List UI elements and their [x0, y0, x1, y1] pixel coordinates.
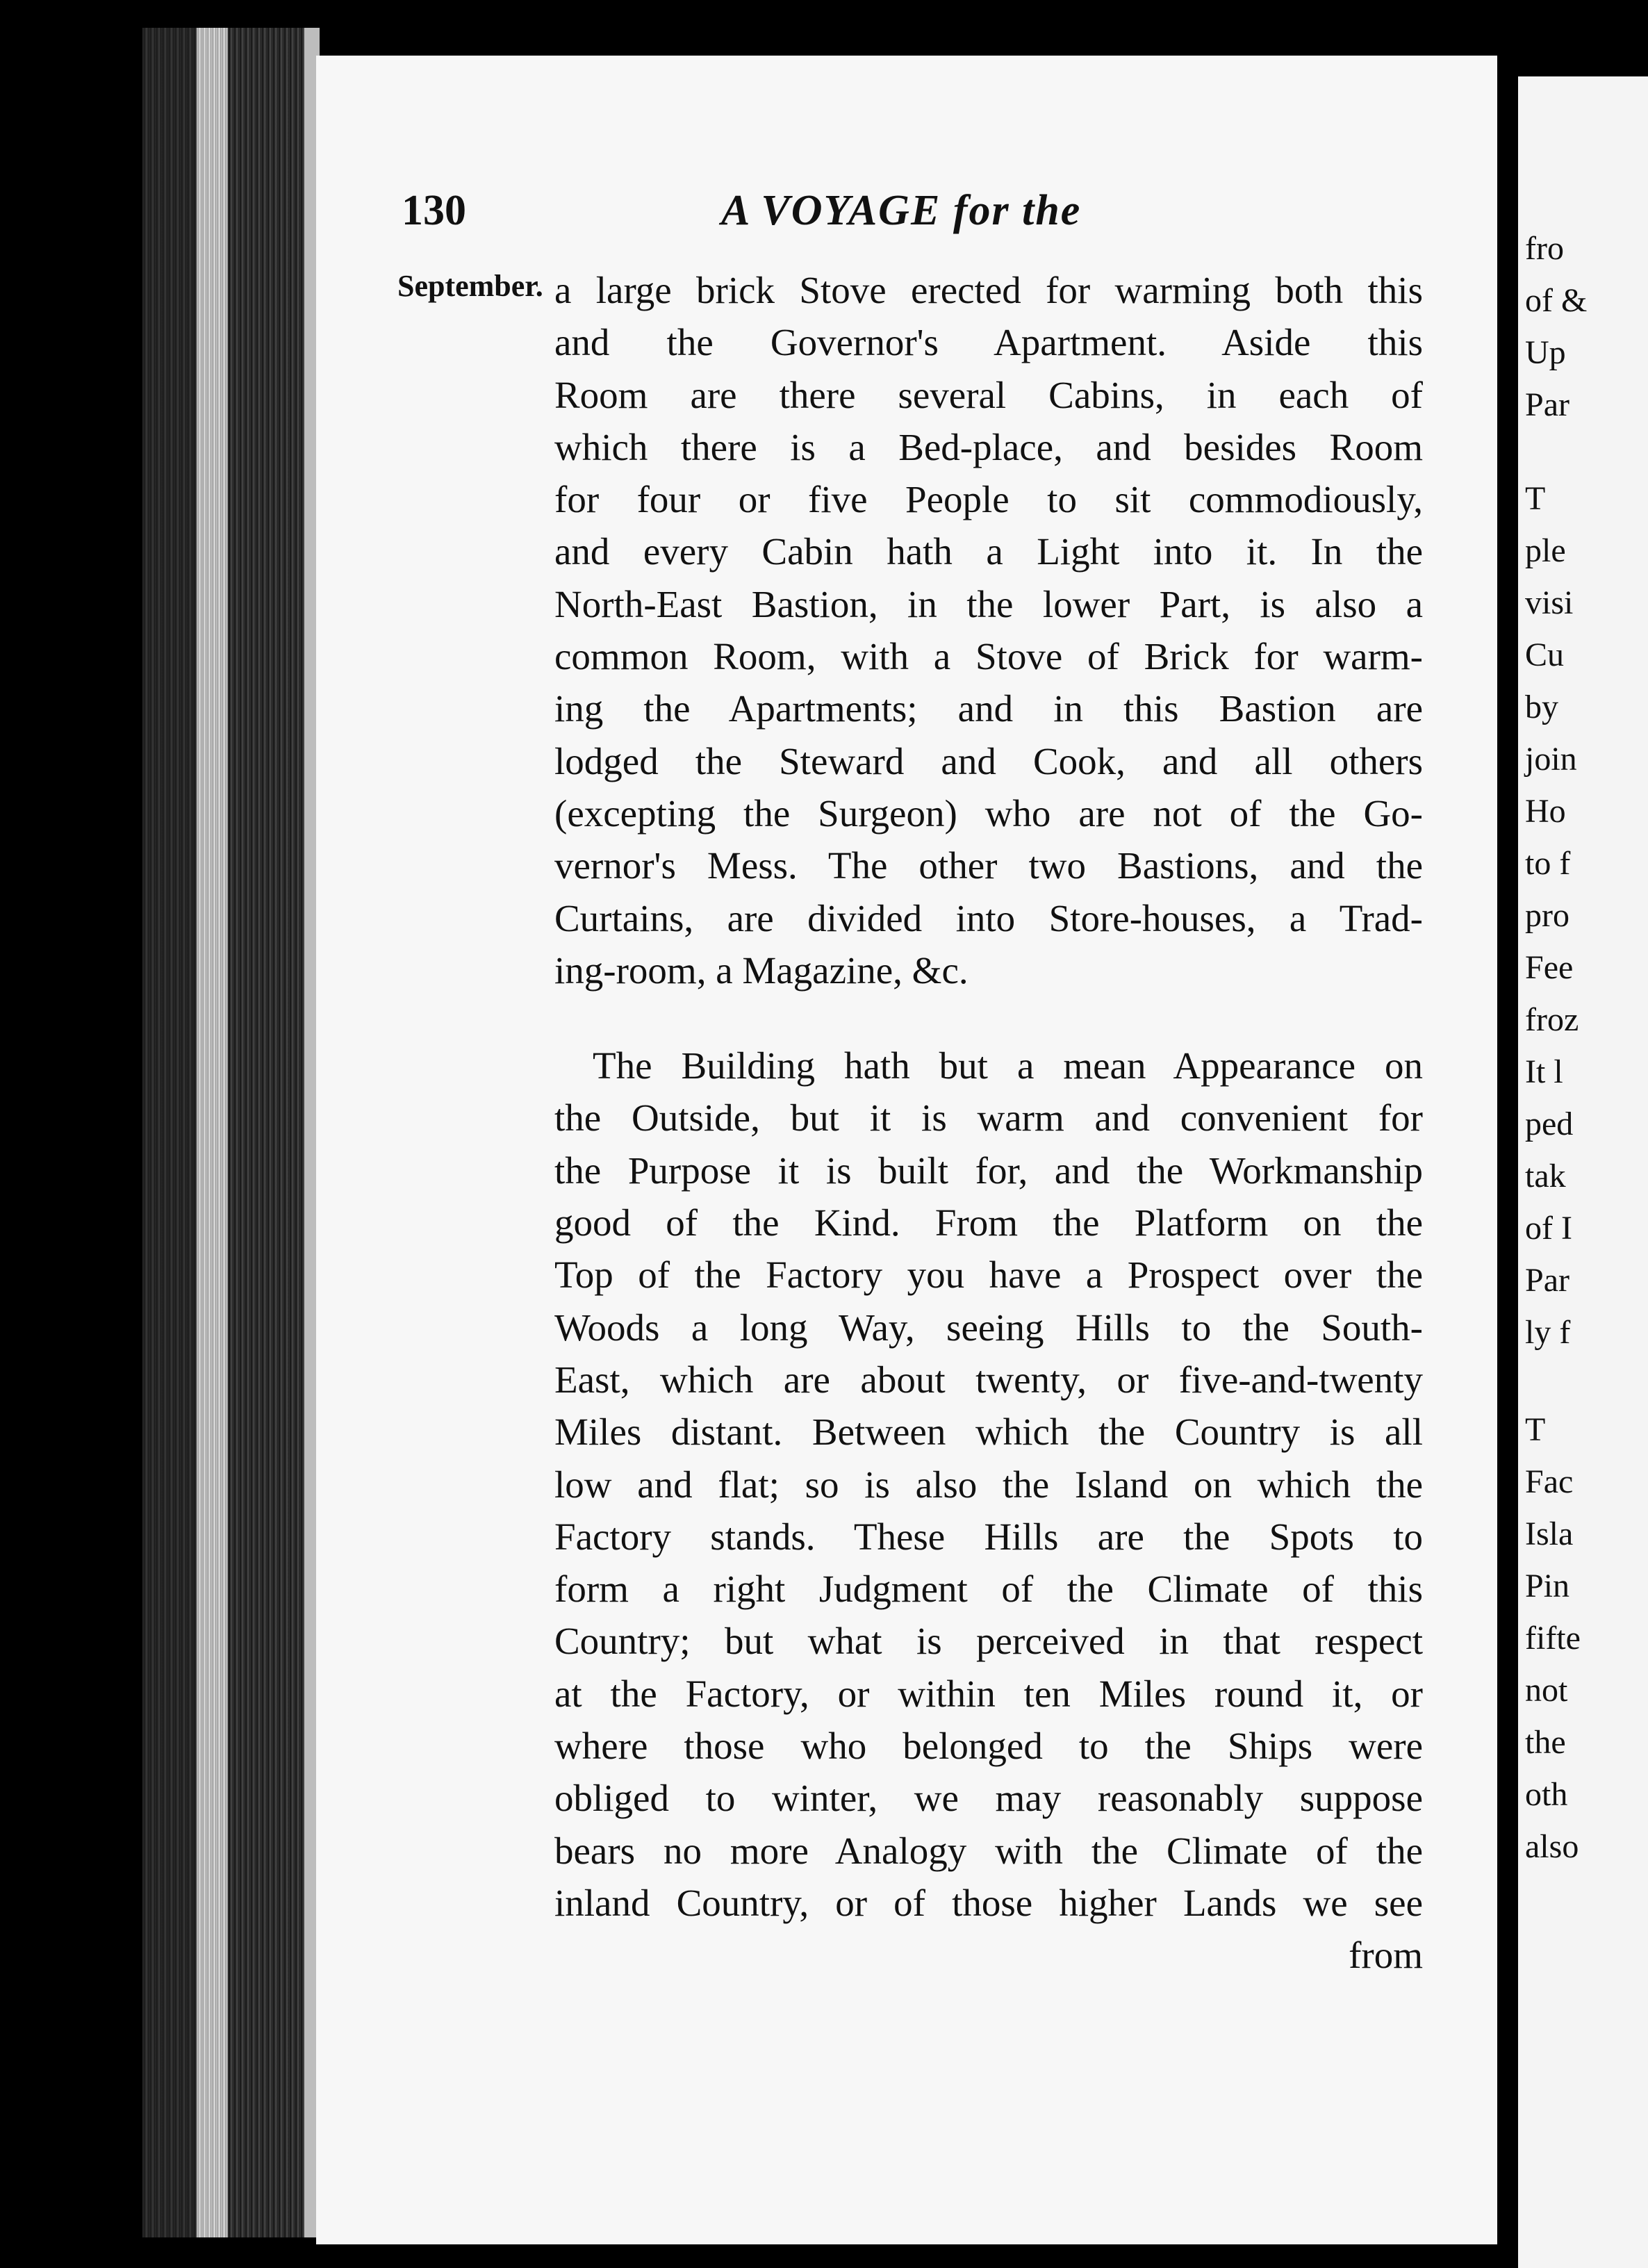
text-line: inland Country, or of those higher Lands we see: [554, 1881, 1423, 1924]
facing-page-fragment: Isla: [1525, 1515, 1574, 1552]
text-line: Curtains, are divided into Store-houses, a Trad-: [554, 896, 1423, 939]
running-title: A VOYAGE for the: [721, 187, 1082, 234]
page-edge-stack: [228, 28, 304, 2237]
facing-page-fragment: It l: [1525, 1053, 1563, 1090]
facing-page-fragment: Pin: [1525, 1568, 1570, 1604]
text-line: for four or five People to sit commodiously,: [554, 478, 1423, 521]
text-line: Woods a long Way, seeing Hills to the South-: [554, 1306, 1423, 1349]
text-line: common Room, with a Stove of Brick for warm-: [554, 635, 1423, 678]
text-line: obliged to winter, we may reasonably suppose: [554, 1777, 1423, 1820]
text-line: at the Factory, or within ten Miles round it, or: [554, 1672, 1423, 1715]
text-line: a large brick Stove erected for warming both this: [554, 269, 1423, 311]
text-line: ing-room, a Magazine, &c.: [554, 948, 969, 992]
text-line: The Building hath but a mean Appearance on: [593, 1044, 1423, 1087]
facing-page: [1518, 76, 1648, 2268]
facing-page-fragment: Ho: [1525, 793, 1566, 830]
facing-page-fragment: froz: [1525, 1001, 1579, 1038]
facing-page-fragment: of &: [1525, 282, 1588, 319]
text-line: vernor's Mess. The other two Bastions, and the: [554, 844, 1423, 887]
facing-page-fragment: Fac: [1525, 1463, 1574, 1500]
text-line: bears no more Analogy with the Climate of the: [554, 1829, 1423, 1872]
facing-page-fragment: tak: [1525, 1158, 1566, 1194]
running-head: [402, 186, 1374, 242]
text-line: form a right Judgment of the Climate of this: [554, 1568, 1423, 1611]
catchword: from: [1349, 1934, 1423, 1977]
paragraph-1: [554, 264, 1423, 996]
facing-page-fragment: Par: [1525, 386, 1569, 423]
page-number: 130: [402, 187, 466, 234]
facing-page-fragment: by: [1525, 689, 1558, 725]
text-line: and every Cabin hath a Light into it. In the: [554, 530, 1423, 573]
text-line: North-East Bastion, in the lower Part, is also a: [554, 582, 1423, 625]
text-line: the Outside, but it is warm and convenient for: [554, 1096, 1423, 1140]
facing-page-fragment: not: [1525, 1672, 1568, 1709]
facing-page-fragment: Up: [1525, 334, 1566, 371]
text-line: and the Governor's Apartment. Aside this: [554, 321, 1423, 364]
margin-note: September.: [397, 269, 543, 303]
facing-page-fragment: fro: [1525, 230, 1564, 267]
facing-page-fragment: to f: [1525, 845, 1571, 882]
facing-page-fragment: Cu: [1525, 636, 1565, 673]
facing-page-fragment: ped: [1525, 1106, 1574, 1142]
facing-page-fragment: the: [1525, 1724, 1566, 1761]
facing-page-fragment: ly f: [1525, 1314, 1571, 1351]
text-line: ing the Apartments; and in this Bastion are: [554, 687, 1423, 730]
page-edge-dark: [142, 28, 197, 2237]
facing-page-fragment: T: [1525, 1411, 1546, 1448]
text-line: Factory stands. These Hills are the Spots to: [554, 1515, 1423, 1558]
text-line: Room are there several Cabins, in each of: [554, 373, 1423, 416]
text-line: Top of the Factory you have a Prospect over the: [554, 1254, 1423, 1297]
paragraph-2: [554, 1040, 1423, 1929]
text-line: low and flat; so is also the Island on which the: [554, 1463, 1423, 1506]
facing-page-fragment: join: [1525, 741, 1577, 778]
facing-page-fragment: also: [1525, 1828, 1579, 1865]
page-edge-light: [197, 28, 228, 2237]
text-line: East, which are about twenty, or five-and-twenty: [554, 1358, 1423, 1401]
facing-page-fragment: oth: [1525, 1776, 1568, 1813]
text-line: Miles distant. Between which the Country is all: [554, 1411, 1423, 1454]
text-line: where those who belonged to the Ships were: [554, 1725, 1423, 1768]
facing-page-fragment: ple: [1525, 532, 1566, 569]
text-line: which there is a Bed-place, and besides Room: [554, 425, 1423, 468]
facing-page-fragment: Par: [1525, 1262, 1569, 1299]
text-line: good of the Kind. From the Platform on the: [554, 1201, 1423, 1244]
text-line: (excepting the Surgeon) who are not of the Go-: [554, 791, 1423, 835]
facing-page-fragment: pro: [1525, 897, 1569, 934]
facing-page-fragment: visi: [1525, 584, 1574, 621]
body-text: [554, 264, 1423, 1982]
facing-page-fragment: fifte: [1525, 1620, 1581, 1657]
text-line: the Purpose it is built for, and the Workmanship: [554, 1149, 1423, 1192]
facing-page-fragment: of I: [1525, 1210, 1572, 1247]
facing-page-fragment: Fee: [1525, 949, 1574, 986]
facing-page-fragment: T: [1525, 480, 1546, 517]
text-line: lodged the Steward and Cook, and all others: [554, 739, 1423, 782]
text-line: Country; but what is perceived in that respect: [554, 1620, 1423, 1663]
